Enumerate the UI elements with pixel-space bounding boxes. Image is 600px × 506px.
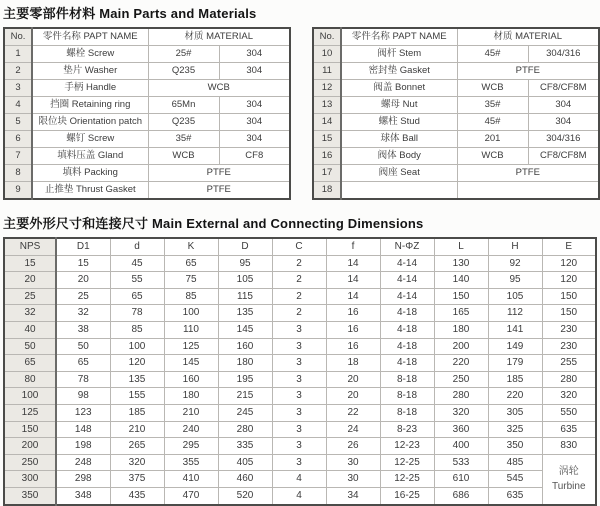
dim-cell: 65 <box>110 288 164 305</box>
material-cell: 65Mn <box>148 97 219 114</box>
dim-cell: 135 <box>110 371 164 388</box>
dim-cell: 3 <box>272 421 326 438</box>
part-name-cell: 填料 Packing <box>32 165 148 182</box>
material-cell: 304/316 <box>528 46 599 63</box>
dim-cell: 12-23 <box>380 438 434 455</box>
material-cell: CF8 <box>219 148 290 165</box>
parts-tables-row <box>3 27 597 200</box>
col-header-dim: f <box>326 238 380 255</box>
dim-cell: 65 <box>164 255 218 272</box>
dim-cell: 16 <box>326 321 380 338</box>
dim-cell: 230 <box>542 321 596 338</box>
dim-cell: 85 <box>164 288 218 305</box>
col-header-dim: L <box>434 238 488 255</box>
table-row <box>4 388 596 405</box>
nps-cell: 50 <box>4 338 56 355</box>
dim-cell: 320 <box>434 404 488 421</box>
table-row <box>313 80 599 97</box>
part-name-cell: 阀盖 Bonnet <box>341 80 457 97</box>
table-row <box>4 421 596 438</box>
part-no-cell: 1 <box>4 46 32 63</box>
parts-materials-table-left <box>3 27 291 200</box>
dim-cell: 470 <box>164 487 218 504</box>
dim-cell: 686 <box>434 487 488 504</box>
table-row <box>313 46 599 63</box>
dim-cell: 160 <box>164 371 218 388</box>
table-header-row <box>4 238 596 255</box>
dim-cell: 150 <box>542 305 596 322</box>
part-name-cell: 螺母 Nut <box>341 97 457 114</box>
nps-cell: 40 <box>4 321 56 338</box>
table-row <box>4 288 596 305</box>
material-cell <box>457 182 599 200</box>
dim-cell: 410 <box>164 471 218 488</box>
dim-cell: 4-18 <box>380 355 434 372</box>
dim-cell: 123 <box>56 404 110 421</box>
table-row <box>313 114 599 131</box>
table-row <box>313 182 599 200</box>
dim-cell: 150 <box>542 288 596 305</box>
dim-cell: 38 <box>56 321 110 338</box>
dim-cell: 320 <box>542 388 596 405</box>
material-cell: WCB <box>148 148 219 165</box>
dim-cell: 348 <box>56 487 110 504</box>
material-cell: PTFE <box>148 165 290 182</box>
material-cell: 25# <box>148 46 219 63</box>
table-row <box>313 97 599 114</box>
nps-cell: 20 <box>4 272 56 289</box>
dim-cell: 16 <box>326 338 380 355</box>
dim-cell: 4-18 <box>380 305 434 322</box>
dim-cell: 2 <box>272 255 326 272</box>
dim-cell: 185 <box>110 404 164 421</box>
table-row <box>4 471 596 488</box>
dim-cell: 545 <box>488 471 542 488</box>
material-cell: PTFE <box>148 182 290 200</box>
material-cell: 201 <box>457 131 528 148</box>
col-header-dim: C <box>272 238 326 255</box>
table-row <box>4 255 596 272</box>
dim-cell: 95 <box>488 272 542 289</box>
material-cell: 304 <box>528 97 599 114</box>
dim-cell: 141 <box>488 321 542 338</box>
dim-cell: 85 <box>110 321 164 338</box>
part-name-cell: 阀座 Seat <box>341 165 457 182</box>
table-row <box>4 321 596 338</box>
dim-cell: 165 <box>434 305 488 322</box>
dim-cell: 200 <box>434 338 488 355</box>
col-header-dim: D1 <box>56 238 110 255</box>
dim-cell: 120 <box>542 255 596 272</box>
part-no-cell: 16 <box>313 148 341 165</box>
dim-cell: 20 <box>326 388 380 405</box>
table-row <box>4 46 290 63</box>
part-name-cell: 挡圈 Retaining ring <box>32 97 148 114</box>
part-no-cell: 9 <box>4 182 32 200</box>
nps-cell: 15 <box>4 255 56 272</box>
dim-cell: 4 <box>272 487 326 504</box>
dim-cell: 280 <box>434 388 488 405</box>
dim-cell: 3 <box>272 388 326 405</box>
dim-cell: 105 <box>488 288 542 305</box>
part-name-cell <box>341 182 457 200</box>
dim-cell: 533 <box>434 454 488 471</box>
material-cell: 304 <box>528 114 599 131</box>
col-header-material: 材质 MATERIAL <box>148 28 290 46</box>
dim-cell: 4-14 <box>380 288 434 305</box>
dim-cell: 135 <box>218 305 272 322</box>
material-cell: 45# <box>457 46 528 63</box>
dim-cell: 610 <box>434 471 488 488</box>
table-row <box>313 148 599 165</box>
dim-cell: 140 <box>434 272 488 289</box>
col-header-no: No. <box>313 28 341 46</box>
dim-cell: 550 <box>542 404 596 421</box>
dim-cell: 245 <box>218 404 272 421</box>
material-cell: Q235 <box>148 63 219 80</box>
dim-cell: 230 <box>542 338 596 355</box>
part-no-cell: 12 <box>313 80 341 97</box>
dim-cell: 320 <box>110 454 164 471</box>
dim-cell: 95 <box>218 255 272 272</box>
dim-cell: 20 <box>326 371 380 388</box>
part-no-cell: 15 <box>313 131 341 148</box>
table-row <box>313 165 599 182</box>
dim-cell: 120 <box>542 272 596 289</box>
dim-cell: 120 <box>110 355 164 372</box>
dim-cell: 100 <box>110 338 164 355</box>
dim-cell: 185 <box>488 371 542 388</box>
dim-cell: 78 <box>110 305 164 322</box>
material-cell: 304 <box>219 97 290 114</box>
dim-cell: 360 <box>434 421 488 438</box>
part-no-cell: 3 <box>4 80 32 97</box>
dimensions-section <box>3 213 597 506</box>
dim-cell: 265 <box>110 438 164 455</box>
dim-cell: 14 <box>326 272 380 289</box>
col-header-nps: NPS <box>4 238 56 255</box>
part-name-cell: 填料压盖 Gland <box>32 148 148 165</box>
material-cell: 304 <box>219 114 290 131</box>
col-header-dim: H <box>488 238 542 255</box>
part-no-cell: 6 <box>4 131 32 148</box>
dim-cell: 155 <box>110 388 164 405</box>
dim-cell: 105 <box>218 272 272 289</box>
dim-cell: 24 <box>326 421 380 438</box>
material-cell: WCB <box>457 80 528 97</box>
dim-cell: 460 <box>218 471 272 488</box>
table-row <box>4 63 290 80</box>
table-header-row <box>4 28 290 46</box>
dim-cell: 20 <box>56 272 110 289</box>
dim-cell: 520 <box>218 487 272 504</box>
dim-cell: 75 <box>164 272 218 289</box>
nps-cell: 25 <box>4 288 56 305</box>
col-header-dim: d <box>110 238 164 255</box>
dim-cell: 8-18 <box>380 388 434 405</box>
dim-cell: 3 <box>272 355 326 372</box>
turbine-label-zh: 涡轮 <box>558 465 579 477</box>
dim-cell: 485 <box>488 454 542 471</box>
material-cell: 35# <box>148 131 219 148</box>
table-row <box>4 338 596 355</box>
dim-cell: 145 <box>164 355 218 372</box>
dim-cell: 145 <box>218 321 272 338</box>
dim-cell: 110 <box>164 321 218 338</box>
dim-cell: 78 <box>56 371 110 388</box>
part-name-cell: 垫片 Washer <box>32 63 148 80</box>
dim-cell: 375 <box>110 471 164 488</box>
material-cell: CF8/CF8M <box>528 80 599 97</box>
table-row <box>4 305 596 322</box>
dim-cell: 4-14 <box>380 272 434 289</box>
dim-cell: 112 <box>488 305 542 322</box>
dim-cell: 15 <box>56 255 110 272</box>
part-no-cell: 8 <box>4 165 32 182</box>
part-no-cell: 17 <box>313 165 341 182</box>
table-row <box>4 97 290 114</box>
col-header-part-name: 零件名称 PAPT NAME <box>341 28 457 46</box>
part-name-cell: 限位块 Orientation patch <box>32 114 148 131</box>
dim-cell: 34 <box>326 487 380 504</box>
material-cell: 304 <box>219 46 290 63</box>
dim-cell: 180 <box>434 321 488 338</box>
dim-cell: 4 <box>272 471 326 488</box>
material-cell: WCB <box>457 148 528 165</box>
dim-cell: 280 <box>218 421 272 438</box>
part-name-cell: 密封垫 Gasket <box>341 63 457 80</box>
table-row <box>4 80 290 97</box>
dim-cell: 295 <box>164 438 218 455</box>
col-header-material: 材质 MATERIAL <box>457 28 599 46</box>
dim-cell: 98 <box>56 388 110 405</box>
dim-cell: 100 <box>164 305 218 322</box>
dim-cell: 16-25 <box>380 487 434 504</box>
col-header-dim: N-ΦZ <box>380 238 434 255</box>
dim-cell: 18 <box>326 355 380 372</box>
dim-cell: 400 <box>434 438 488 455</box>
dim-cell: 2 <box>272 272 326 289</box>
col-header-dim: K <box>164 238 218 255</box>
dim-cell: 280 <box>542 371 596 388</box>
dim-cell: 45 <box>110 255 164 272</box>
part-no-cell: 7 <box>4 148 32 165</box>
material-cell: WCB <box>148 80 290 97</box>
table-row <box>4 404 596 421</box>
table-row <box>4 371 596 388</box>
nps-cell: 350 <box>4 487 56 504</box>
nps-cell: 80 <box>4 371 56 388</box>
nps-cell: 200 <box>4 438 56 455</box>
material-cell: Q235 <box>148 114 219 131</box>
dim-cell: 405 <box>218 454 272 471</box>
table-row <box>4 454 596 471</box>
dim-cell: 3 <box>272 338 326 355</box>
material-cell: PTFE <box>457 63 599 80</box>
material-cell: 45# <box>457 114 528 131</box>
dim-cell: 248 <box>56 454 110 471</box>
dim-cell: 32 <box>56 305 110 322</box>
col-header-dim: E <box>542 238 596 255</box>
dim-cell: 16 <box>326 305 380 322</box>
dim-cell: 125 <box>164 338 218 355</box>
dim-cell: 180 <box>164 388 218 405</box>
part-name-cell: 阀杆 Stem <box>341 46 457 63</box>
material-cell: 304 <box>219 63 290 80</box>
part-name-cell: 阀体 Body <box>341 148 457 165</box>
part-no-cell: 2 <box>4 63 32 80</box>
dim-cell: 435 <box>110 487 164 504</box>
dim-cell: 198 <box>56 438 110 455</box>
nps-cell: 300 <box>4 471 56 488</box>
dim-cell: 830 <box>542 438 596 455</box>
dim-cell: 220 <box>488 388 542 405</box>
dim-cell: 55 <box>110 272 164 289</box>
nps-cell: 65 <box>4 355 56 372</box>
material-cell: 35# <box>457 97 528 114</box>
table-row <box>4 148 290 165</box>
col-header-part-name: 零件名称 PAPT NAME <box>32 28 148 46</box>
dim-cell: 635 <box>542 421 596 438</box>
dim-cell: 3 <box>272 438 326 455</box>
dim-cell: 250 <box>434 371 488 388</box>
table-row <box>4 438 596 455</box>
dim-cell: 65 <box>56 355 110 372</box>
material-cell: 304 <box>219 131 290 148</box>
part-no-cell: 13 <box>313 97 341 114</box>
dim-cell: 210 <box>110 421 164 438</box>
dim-cell: 8-18 <box>380 371 434 388</box>
part-name-cell: 止推垫 Thrust Gasket <box>32 182 148 200</box>
material-cell: CF8/CF8M <box>528 148 599 165</box>
turbine-cell <box>542 454 596 504</box>
part-name-cell: 螺栓 Screw <box>32 46 148 63</box>
dim-cell: 3 <box>272 371 326 388</box>
dim-cell: 115 <box>218 288 272 305</box>
material-cell: PTFE <box>457 165 599 182</box>
dim-cell: 22 <box>326 404 380 421</box>
col-header-dim: D <box>218 238 272 255</box>
dim-cell: 12-25 <box>380 454 434 471</box>
nps-cell: 250 <box>4 454 56 471</box>
dim-cell: 3 <box>272 404 326 421</box>
dim-cell: 180 <box>218 355 272 372</box>
dim-cell: 4-18 <box>380 321 434 338</box>
dim-cell: 2 <box>272 288 326 305</box>
dim-cell: 92 <box>488 255 542 272</box>
section2-title: 主要外形尺寸和连接尺寸 Main External and Connecting Dimensions <box>3 216 424 231</box>
part-no-cell: 5 <box>4 114 32 131</box>
dim-cell: 635 <box>488 487 542 504</box>
dim-cell: 12-25 <box>380 471 434 488</box>
dim-cell: 150 <box>434 288 488 305</box>
dim-cell: 240 <box>164 421 218 438</box>
table-row <box>4 114 290 131</box>
table-row <box>4 182 290 200</box>
part-no-cell: 11 <box>313 63 341 80</box>
table-header-row <box>313 28 599 46</box>
dim-cell: 220 <box>434 355 488 372</box>
dim-cell: 2 <box>272 305 326 322</box>
part-no-cell: 14 <box>313 114 341 131</box>
dim-cell: 149 <box>488 338 542 355</box>
table-row <box>4 355 596 372</box>
nps-cell: 32 <box>4 305 56 322</box>
dim-cell: 50 <box>56 338 110 355</box>
table-row <box>4 131 290 148</box>
part-no-cell: 4 <box>4 97 32 114</box>
nps-cell: 125 <box>4 404 56 421</box>
dim-cell: 4-14 <box>380 255 434 272</box>
dim-cell: 215 <box>218 388 272 405</box>
dimensions-table <box>3 237 597 506</box>
table-row <box>313 131 599 148</box>
dim-cell: 355 <box>164 454 218 471</box>
dim-cell: 14 <box>326 255 380 272</box>
table-row <box>313 63 599 80</box>
part-name-cell: 螺柱 Stud <box>341 114 457 131</box>
section1-title: 主要零部件材料 Main Parts and Materials <box>3 6 257 21</box>
nps-cell: 150 <box>4 421 56 438</box>
dim-cell: 325 <box>488 421 542 438</box>
dim-cell: 179 <box>488 355 542 372</box>
dim-cell: 350 <box>488 438 542 455</box>
dim-cell: 255 <box>542 355 596 372</box>
table-row <box>4 272 596 289</box>
part-name-cell: 手柄 Handle <box>32 80 148 97</box>
table-row <box>4 165 290 182</box>
dim-cell: 8-18 <box>380 404 434 421</box>
dim-cell: 25 <box>56 288 110 305</box>
parts-materials-table-right <box>312 27 600 200</box>
dim-cell: 195 <box>218 371 272 388</box>
col-header-no: No. <box>4 28 32 46</box>
dim-cell: 335 <box>218 438 272 455</box>
dim-cell: 148 <box>56 421 110 438</box>
part-name-cell: 螺钉 Screw <box>32 131 148 148</box>
turbine-label-en: Turbine <box>551 481 586 493</box>
part-no-cell: 10 <box>313 46 341 63</box>
part-name-cell: 球体 Ball <box>341 131 457 148</box>
dim-cell: 14 <box>326 288 380 305</box>
dim-cell: 160 <box>218 338 272 355</box>
dim-cell: 30 <box>326 454 380 471</box>
dim-cell: 30 <box>326 471 380 488</box>
dim-cell: 3 <box>272 321 326 338</box>
dim-cell: 305 <box>488 404 542 421</box>
part-no-cell: 18 <box>313 182 341 200</box>
dim-cell: 26 <box>326 438 380 455</box>
material-cell: 304/316 <box>528 131 599 148</box>
dim-cell: 298 <box>56 471 110 488</box>
dim-cell: 130 <box>434 255 488 272</box>
dim-cell: 210 <box>164 404 218 421</box>
dim-cell: 3 <box>272 454 326 471</box>
nps-cell: 100 <box>4 388 56 405</box>
dim-cell: 8-23 <box>380 421 434 438</box>
dim-cell: 4-18 <box>380 338 434 355</box>
